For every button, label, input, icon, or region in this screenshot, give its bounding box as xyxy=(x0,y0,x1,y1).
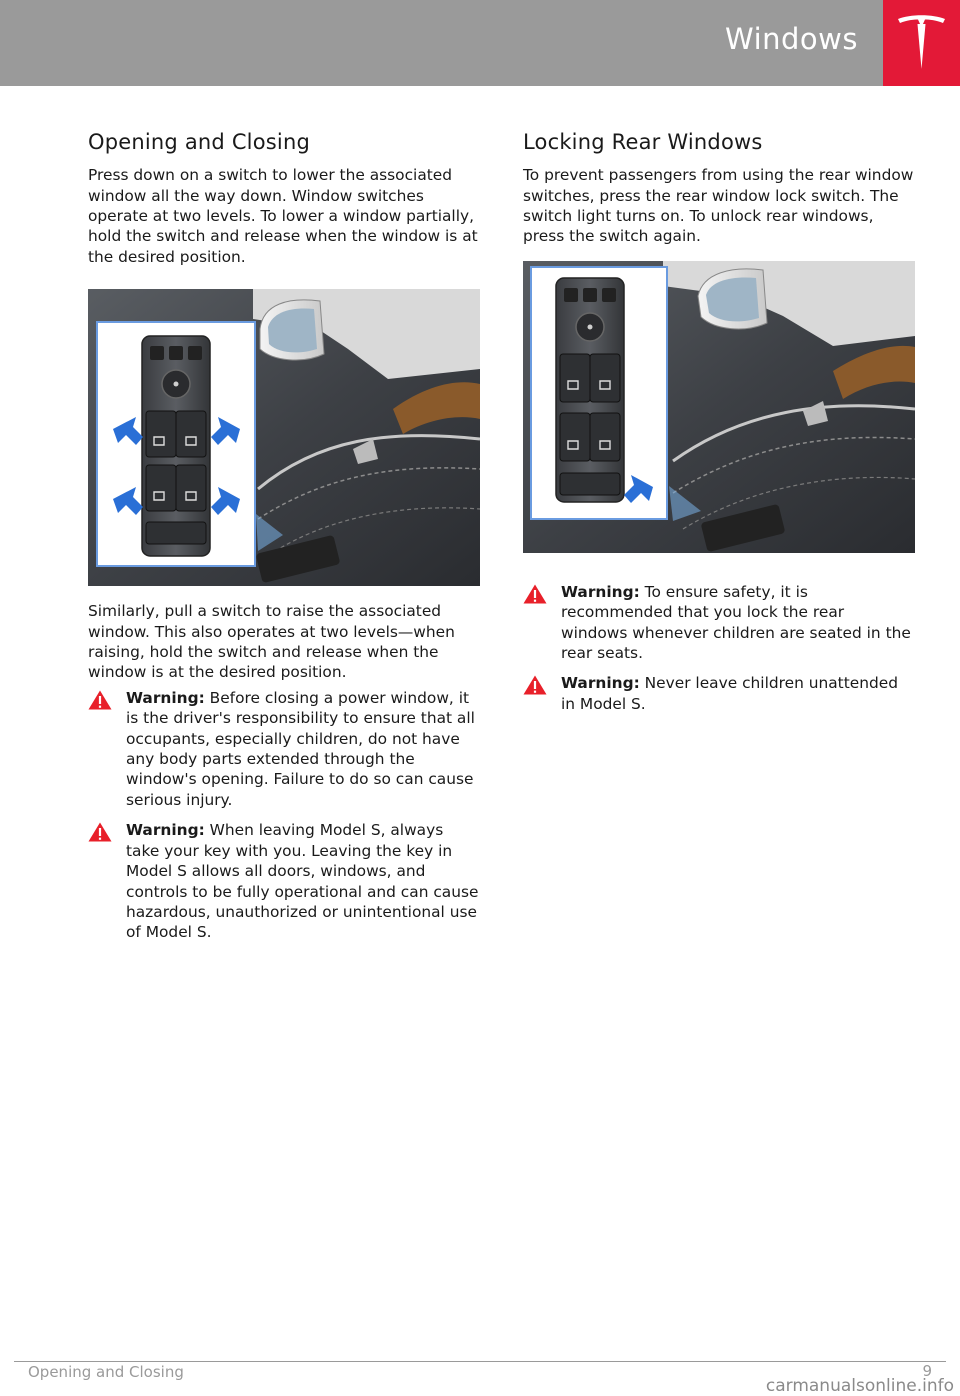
right-column xyxy=(523,130,915,714)
warning-text: Before closing a power window, it is the driver's responsibility to ensure that all occupants, especially children, do not have any body parts extended through the window's opening. Failure to do so can cause serious injury. xyxy=(126,688,475,809)
warning-triangle-icon xyxy=(88,690,112,710)
section-heading-opening-closing: Opening and Closing xyxy=(88,130,310,154)
page-number: 9 xyxy=(922,1362,932,1380)
rear-lock-switch-figure xyxy=(523,261,915,553)
left-column xyxy=(88,130,480,943)
warning-label: Warning: xyxy=(561,674,640,693)
footer-divider xyxy=(14,1361,946,1362)
window-switch-figure-left xyxy=(88,289,480,586)
warning-callout-closing xyxy=(88,688,480,810)
warning-label: Warning: xyxy=(126,688,205,707)
warning-text: Never leave children unattended in Model S. xyxy=(561,674,898,713)
warning-triangle-icon xyxy=(523,584,547,604)
warning-label: Warning: xyxy=(561,582,640,601)
tesla-logo-icon xyxy=(896,13,947,71)
warning-text: To ensure safety, it is recommended that you lock the rear windows whenever children are seated in the rear seats. xyxy=(561,582,911,663)
raising-paragraph: Similarly, pull a switch to raise the associated window. This also operates at two levels—when raising, hold the switch and release when the window is at the desired position. xyxy=(88,602,455,682)
warning-label: Warning: xyxy=(126,821,205,840)
footer-section-title: Opening and Closing xyxy=(28,1363,184,1381)
warning-callout-lock-children xyxy=(523,582,915,664)
brand-logo-box xyxy=(883,0,960,86)
warning-callout-unattended xyxy=(523,673,915,714)
warning-triangle-icon xyxy=(523,675,547,695)
page-title: Windows xyxy=(725,22,858,56)
watermark: carmanualsonline.info xyxy=(765,1376,954,1396)
section-heading-locking-rear: Locking Rear Windows xyxy=(523,130,763,154)
opening-paragraph: Press down on a switch to lower the associated window all the way down. Window switches operate at two levels. To lower a window partially, hold the switch and release when the window is at the desired position. xyxy=(88,166,478,266)
warning-triangle-icon xyxy=(88,822,112,842)
locking-paragraph: To prevent passengers from using the rear window switches, press the rear window lock switch. The switch light turns on. To unlock rear windows, press the switch again. xyxy=(523,166,914,246)
warning-text: When leaving Model S, always take your key with you. Leaving the key in Model S allows all doors, windows, and controls to be fully operational and can cause hazardous, unauthorized or unintentional use of Model S. xyxy=(126,821,479,942)
warning-callout-key xyxy=(88,820,480,942)
